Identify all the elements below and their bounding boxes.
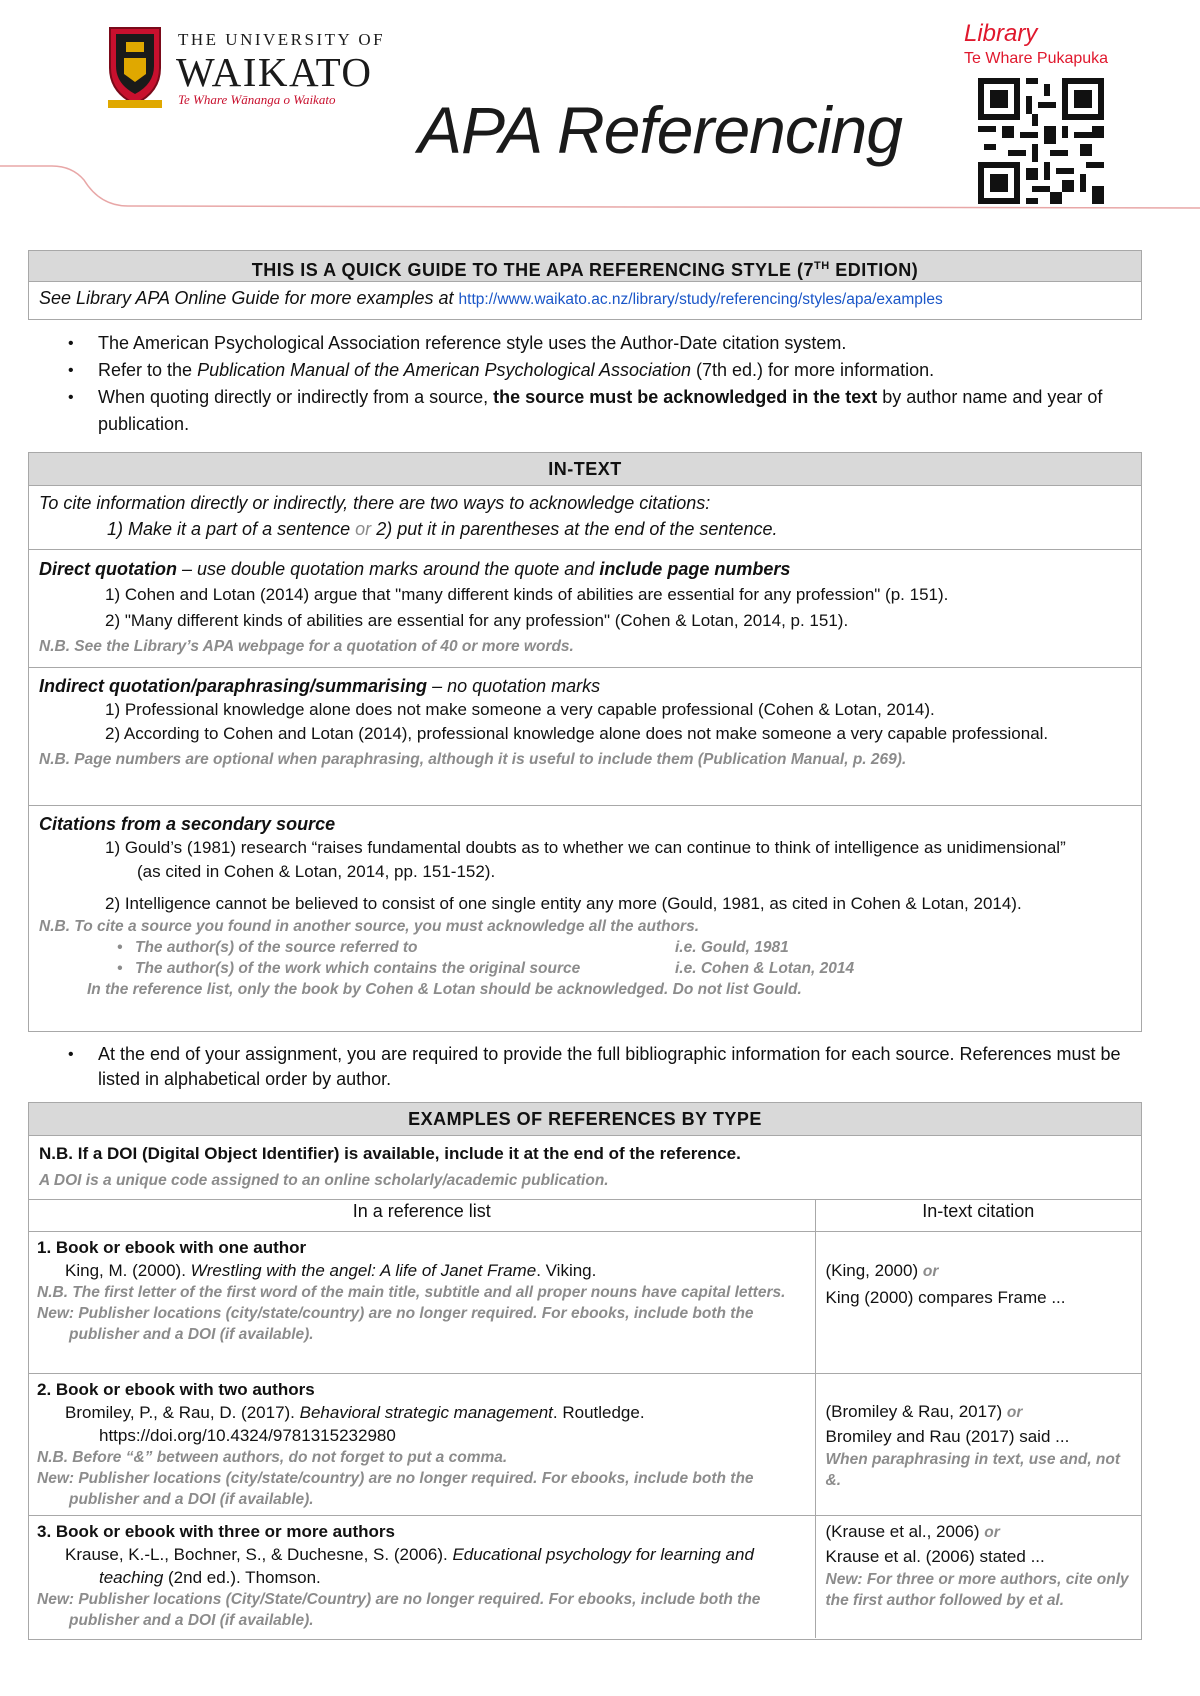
direct-quotation-section <box>29 549 1141 667</box>
text: i.e. Cohen & Lotan, 2014 <box>675 960 855 977</box>
guide-heading-text-end: EDITION) <box>829 260 919 280</box>
text: (Bromiley & Rau, 2017) <box>825 1402 1003 1421</box>
intext-box <box>28 452 1142 1032</box>
cite-line-1 <box>826 1520 1132 1545</box>
guide-heading <box>29 251 1141 281</box>
manual-title: Publication Manual of the American Psychological Association <box>197 360 691 380</box>
table-row <box>29 1374 1141 1516</box>
table-row <box>29 1232 1141 1374</box>
emphasis: the source must be acknowledged in the text <box>493 387 878 407</box>
table-row <box>29 1516 1141 1638</box>
text: 2) put it in parentheses at the end of the sentence. <box>376 519 778 539</box>
cite-note: New: For three or more authors, cite only the first author followed by et al. <box>825 1571 1129 1609</box>
cite-line-2: Bromiley and Rau (2017) said ... <box>825 1427 1070 1446</box>
ref-note: New: Publisher locations (city/state/country) are no longer required. For ebooks, include both the publisher and a DOI (if available). <box>37 1470 754 1508</box>
text: Krause, K.-L., Bochner, S., & Duchesne, S. (2006). <box>65 1545 453 1564</box>
cite-cell <box>815 1516 1141 1638</box>
text: Behavioral strategic management <box>299 1403 553 1422</box>
ref-entry <box>37 1401 807 1447</box>
text: or <box>922 1263 939 1280</box>
text: Educational psychology for learning and teaching <box>99 1545 754 1587</box>
doi-definition: A DOI is a unique code assigned to an online scholarly/academic publication. <box>39 1172 609 1189</box>
secondary-sub-2 <box>109 958 1131 979</box>
cite-line-1 <box>826 1258 1132 1285</box>
text: King, M. (2000). <box>65 1261 191 1280</box>
intext-intro-line2 <box>39 516 1131 542</box>
direct-item-1: 1) Cohen and Lotan (2014) argue that "many different kinds of abilities are essential for any profession" (p. 151). <box>105 585 949 604</box>
end-bullets <box>60 1042 1130 1092</box>
text: The author(s) of the work which contains the original source <box>135 960 581 977</box>
text: When quoting directly or indirectly from a source, <box>98 387 494 407</box>
text: 1) Make it a part of a sentence <box>107 519 351 539</box>
ref-type-title: 1. Book or ebook with one author <box>37 1238 307 1257</box>
cite-line-1 <box>826 1400 1132 1425</box>
university-name: WAIKATO <box>176 49 373 95</box>
text: or <box>984 1524 1000 1541</box>
intro-bullet-3 <box>60 384 1140 438</box>
text: i.e. Gould, 1981 <box>675 939 789 956</box>
text: . Viking. <box>536 1261 597 1280</box>
doi-note: N.B. If a DOI (Digital Object Identifier) is available, include it at the end of the reference. <box>39 1144 741 1163</box>
direct-title <box>39 556 1131 582</box>
text: . Routledge. https://doi.org/10.4324/9781315232980 <box>99 1403 645 1445</box>
text: or <box>1006 1404 1023 1421</box>
university-crest-logo <box>104 22 166 110</box>
guide-link[interactable]: http://www.waikato.ac.nz/library/study/referencing/styles/apa/examples <box>458 291 943 308</box>
intext-intro <box>29 485 1141 549</box>
text: Direct quotation <box>39 559 177 579</box>
text: include page numbers <box>599 559 791 579</box>
end-bullet: • At the end of your assignment, you are required to provide the full bibliographic information for each source. References must be listed in alphabetical order by author. <box>60 1042 1130 1092</box>
indirect-title <box>39 674 1131 698</box>
ref-cell <box>29 1516 815 1638</box>
guide-box <box>28 250 1142 320</box>
ref-entry <box>37 1543 807 1589</box>
cite-line-2: King (2000) compares Frame ... <box>825 1288 1066 1307</box>
text: or <box>355 519 372 539</box>
text: Indirect quotation/paraphrasing/summarising <box>39 676 428 696</box>
text: The author(s) of the source referred to <box>135 939 418 956</box>
cite-line-2: Krause et al. (2006) stated ... <box>825 1547 1045 1566</box>
text: by author name and year of publication. <box>98 387 1103 434</box>
guide-see-row <box>29 281 1141 318</box>
decorative-swoosh <box>0 150 1200 220</box>
secondary-last-note: In the reference list, only the book by Cohen & Lotan should be acknowledged. Do not list Gould. <box>87 981 802 998</box>
examples-box <box>28 1102 1142 1640</box>
secondary-item-1: 1) Gould’s (1981) research “raises fundamental doubts as to whether we can continue to think of intelligence as unidimensional” (as cited in Cohen & Lotan, 2014, pp. 151-152). <box>105 838 1066 881</box>
intext-intro-line1: To cite information directly or indirectly, there are two ways to acknowledge citations: <box>39 493 711 513</box>
indirect-item-1: 1) Professional knowledge alone does not make someone a very capable professional (Cohen & Lotan, 2014). <box>105 700 935 719</box>
text: Refer to the <box>98 360 198 380</box>
page-title: APA Referencing <box>418 93 902 167</box>
indirect-note: N.B. Page numbers are optional when paraphrasing, although it is useful to include them (Publication Manual, p. 269). <box>39 751 907 768</box>
guide-heading-text: THIS IS A QUICK GUIDE TO THE APA REFERENCING STYLE (7 <box>251 260 815 280</box>
secondary-note: N.B. To cite a source you found in another source, you must acknowledge all the authors. <box>39 918 700 935</box>
cite-note: When paraphrasing in text, use and, not &. <box>825 1451 1121 1489</box>
references-table <box>29 1199 1141 1638</box>
guide-heading-sup: TH <box>814 260 830 272</box>
university-name-small: THE UNIVERSITY OF <box>178 30 386 49</box>
text: – use double quotation marks around the quote and <box>177 559 600 579</box>
cite-cell <box>815 1374 1141 1516</box>
examples-heading: EXAMPLES OF REFERENCES BY TYPE <box>29 1103 1141 1135</box>
guide-see-text: See Library APA Online Guide for more examples at <box>39 288 454 308</box>
secondary-title: Citations from a secondary source <box>39 814 336 834</box>
text: (King, 2000) <box>825 1261 919 1280</box>
university-maori-name: Te Whare Wānanga o Waikato <box>178 92 336 107</box>
cite-cell <box>815 1232 1141 1374</box>
ref-cell <box>29 1374 815 1516</box>
indirect-quotation-section <box>29 667 1141 805</box>
intro-bullets <box>60 330 1140 438</box>
doi-section <box>29 1135 1141 1199</box>
library-maori-label: Te Whare Pukapuka <box>964 50 1109 67</box>
ref-note: N.B. The first letter of the first word of the main title, subtitle and all proper nouns have capital letters. <box>37 1284 786 1301</box>
column-header-reference-list: In a reference list <box>29 1200 815 1232</box>
direct-note: N.B. See the Library’s APA webpage for a quotation of 40 or more words. <box>39 638 574 655</box>
direct-item-2: 2) "Many different kinds of abilities are essential for any profession" (Cohen & Lotan, 2014, p. 151). <box>105 611 849 630</box>
secondary-item-2: 2) Intelligence cannot be believed to consist of one single entity any more (Gould, 1981, as cited in Cohen & Lotan, 2014). <box>105 894 1022 913</box>
ref-note: N.B. Before “&” between authors, do not forget to put a comma. <box>37 1449 508 1466</box>
ref-type-title: 3. Book or ebook with three or more authors <box>37 1522 395 1541</box>
text: (7th ed.) for more information. <box>691 360 935 380</box>
text: Bromiley, P., & Rau, D. (2017). <box>65 1403 300 1422</box>
table-header-row <box>29 1200 1141 1232</box>
ref-type-title: 2. Book or ebook with two authors <box>37 1380 315 1399</box>
intro-bullet-1: • The American Psychological Association reference style uses the Author-Date citation system. <box>60 330 1140 357</box>
ref-cell <box>29 1232 815 1374</box>
column-header-intext-citation: In-text citation <box>815 1200 1141 1232</box>
secondary-sub-1 <box>109 937 1131 958</box>
text: (2nd ed.). Thomson. <box>163 1568 321 1587</box>
secondary-source-section <box>29 805 1141 1031</box>
text: – no quotation marks <box>427 676 601 696</box>
text: (Krause et al., 2006) <box>825 1522 980 1541</box>
ref-note: New: Publisher locations (City/State/Country) are no longer required. For ebooks, include both the publisher and a DOI (if available). <box>37 1591 761 1629</box>
intro-bullet-2 <box>60 357 1140 384</box>
ref-entry <box>37 1259 807 1282</box>
intext-heading: IN-TEXT <box>29 453 1141 485</box>
indirect-item-2: 2) According to Cohen and Lotan (2014), professional knowledge alone does not make someone a very capable professional. <box>105 724 1049 743</box>
library-label: Library <box>964 20 1038 47</box>
text: Wrestling with the angel: A life of Janet Frame <box>190 1261 537 1280</box>
ref-note: New: Publisher locations (city/state/country) are no longer required. For ebooks, include both the publisher and a DOI (if available). <box>37 1305 754 1343</box>
